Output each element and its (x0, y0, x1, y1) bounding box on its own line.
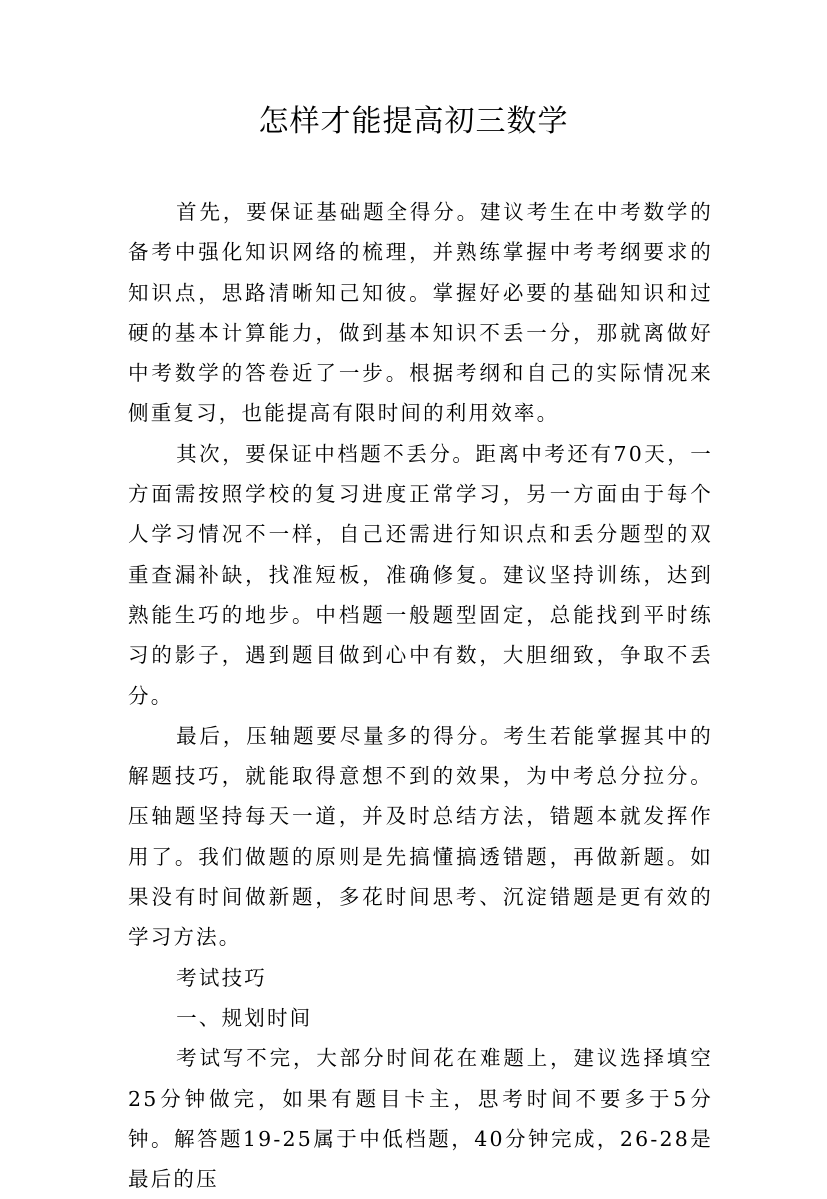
document-title: 怎样才能提高初三数学 (258, 104, 569, 139)
paragraph-basic-questions: 首先，要保证基础题全得分。建议考生在中考数学的备考中强化知识网络的梳理，并熟练掌握中考考纲要求的知识点，思路清晰知己知彼。掌握好必要的基础知识和过硬的基本计算能力，做到基本知识不丢一分，那就离做好中考数学的答卷近了一步。根据考纲和自己的实际情况来侧重复习，也能提高有限时间的利用效率。 (128, 200, 713, 426)
section-heading-exam-tips: 考试技巧 (176, 965, 267, 990)
document-body (128, 192, 713, 1199)
paragraph-time-planning: 考试写不完，大部分时间花在难题上，建议选择填空25分钟做完，如果有题目卡主，思考时间不要多于5分钟。解答题19-25属于中低档题，40分钟完成，26-28是最后的压 (128, 1046, 713, 1192)
subheading-plan-time: 一、规划时间 (176, 1005, 313, 1030)
paragraph-final-questions: 最后，压轴题要尽量多的得分。考生若能掌握其中的解题技巧，就能取得意想不到的效果，为中考总分拉分。压轴题坚持每天一道，并及时总结方法，错题本就发挥作用了。我们做题的原则是先搞懂搞透错题，再做新题。如果没有时间做新题，多花时间思考、沉淀错题是更有效的学习方法。 (128, 723, 713, 950)
paragraph-medium-questions: 其次，要保证中档题不丢分。距离中考还有70天，一方面需按照学校的复习进度正常学习，另一方面由于每个人学习情况不一样，自己还需进行知识点和丢分题型的双重查漏补缺，找准短板，准确修复。建议坚持训练，达到熟能生巧的地步。中档题一般题型固定，总能找到平时练习的影子，遇到题目做到心中有数，大胆细致，争取不丢分。 (128, 441, 713, 708)
